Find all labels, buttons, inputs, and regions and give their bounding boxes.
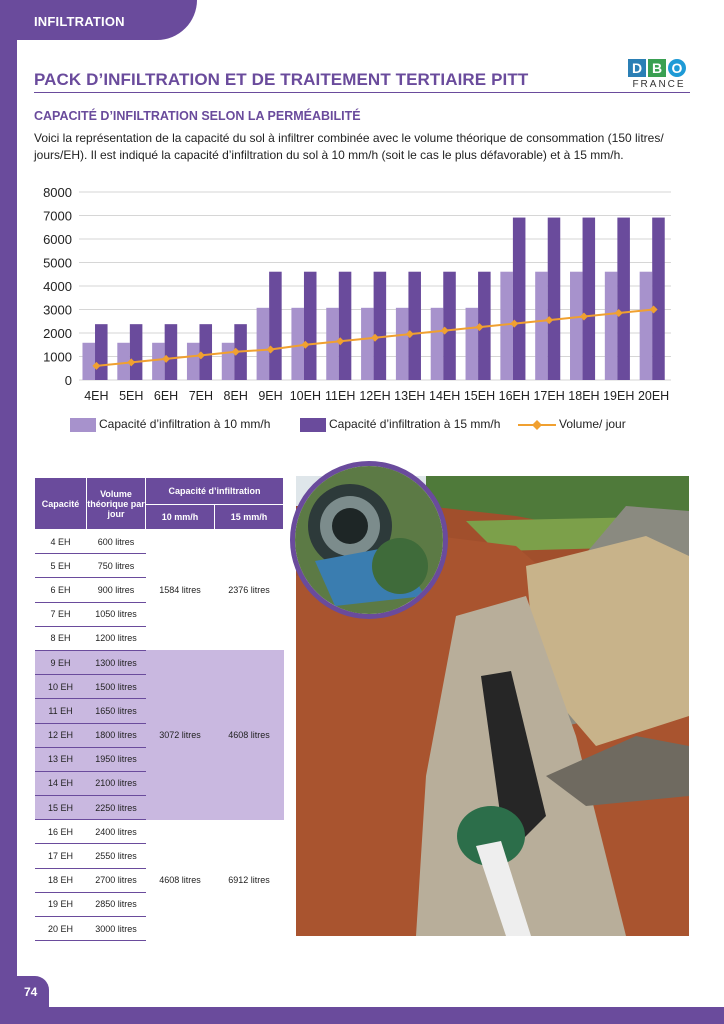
y-tick-label: 3000: [43, 302, 72, 318]
capacity-table: [34, 477, 284, 941]
x-tick-label: 14EH: [429, 389, 461, 403]
x-tick-label: 9EH: [258, 389, 283, 403]
x-tick-label: 18EH: [568, 389, 600, 403]
section-label: INFILTRATION: [34, 14, 125, 29]
row-volume: 1650 litres: [87, 699, 146, 723]
row-capacity: 15 EH: [35, 796, 87, 820]
section-title: CAPACITÉ D’INFILTRATION SELON LA PERMÉABILITÉ: [34, 109, 361, 123]
legend-swatch-10mm: [70, 418, 96, 432]
row-capacity: 19 EH: [35, 892, 87, 916]
x-tick-label: 12EH: [359, 389, 391, 403]
y-tick-label: 0: [64, 373, 72, 388]
group-capacity-10mm: 4608 litres: [159, 875, 201, 886]
bar-10mm: [326, 308, 339, 380]
dbo-logo: [628, 59, 690, 91]
intro-paragraph: Voici la représentation de la capacité du sol à infiltrer combinée avec le volume théorique de consommation (150 litres/ jours/EH). Il est indiqué la capacité d’infiltration du sol à 10 mm/h (soit le cas le plus défavorable) et à 15 mm/h.: [34, 131, 664, 162]
x-tick-label: 16EH: [498, 389, 530, 403]
row-volume: 2550 litres: [87, 844, 146, 868]
bar-10mm: [570, 272, 583, 380]
bar-10mm: [152, 343, 165, 380]
legend-label-15mm: Capacité d’infiltration à 15 mm/h: [329, 417, 501, 431]
row-capacity: 13 EH: [35, 747, 87, 771]
x-tick-label: 10EH: [289, 389, 321, 403]
bar-15mm: [443, 272, 456, 380]
row-volume: 2850 litres: [87, 892, 146, 916]
table-row: [35, 820, 284, 844]
row-volume: 900 litres: [87, 578, 146, 602]
row-capacity: 10 EH: [35, 675, 87, 699]
bar-15mm: [165, 324, 178, 380]
x-tick-label: 15EH: [463, 389, 496, 403]
bar-10mm: [117, 343, 130, 380]
bar-15mm: [269, 272, 282, 380]
header-15mm: 15 mm/h: [215, 505, 284, 530]
x-tick-label: 6EH: [153, 389, 179, 403]
bar-10mm: [640, 272, 653, 380]
legend-line-volume: [518, 417, 556, 433]
bar-15mm: [130, 324, 143, 380]
logo-letter-o: O: [668, 59, 686, 77]
y-tick-label: 5000: [43, 255, 72, 271]
row-volume: 1050 litres: [87, 602, 146, 626]
bar-10mm: [500, 272, 513, 380]
header-infiltration: Capacité d’infiltration: [146, 478, 284, 505]
bar-10mm: [257, 308, 270, 380]
legend-label-volume: Volume/ jour: [559, 417, 626, 431]
page-number: 74: [24, 985, 38, 999]
row-volume: 1200 litres: [87, 626, 146, 650]
x-tick-label: 13EH: [394, 389, 426, 403]
bar-15mm: [513, 218, 526, 380]
x-tick-label: 20EH: [637, 389, 670, 403]
legend-swatch-15mm: [300, 418, 326, 432]
row-volume: 1950 litres: [87, 747, 146, 771]
group-capacity-15mm: 6912 litres: [228, 875, 270, 886]
table-row: [35, 650, 284, 674]
pipe-inset-photo: [290, 461, 448, 619]
bar-10mm: [466, 308, 479, 380]
header-volume: Volume théorique par jour: [87, 478, 146, 530]
row-capacity: 20 EH: [35, 917, 87, 941]
x-tick-label: 19EH: [603, 389, 635, 403]
capacity-table-body: [35, 530, 284, 941]
row-volume: 2400 litres: [87, 820, 146, 844]
row-volume: 1500 litres: [87, 675, 146, 699]
row-capacity: 6 EH: [35, 578, 87, 602]
row-capacity: 8 EH: [35, 626, 87, 650]
bar-10mm: [535, 272, 548, 380]
bar-10mm: [222, 343, 235, 380]
row-volume: 1300 litres: [87, 650, 146, 674]
row-capacity: 5 EH: [35, 554, 87, 578]
row-capacity: 11 EH: [35, 699, 87, 723]
row-volume: 750 litres: [87, 554, 146, 578]
bar-15mm: [339, 272, 352, 380]
row-volume: 2700 litres: [87, 868, 146, 892]
group-capacity-15mm: 2376 litres: [228, 585, 270, 596]
group-capacity-15mm: 4608 litres: [215, 650, 284, 819]
bar-15mm: [95, 324, 108, 380]
row-volume: 3000 litres: [87, 917, 146, 941]
title-divider: [34, 92, 690, 93]
x-tick-label: 4EH: [84, 389, 109, 403]
bar-15mm: [583, 218, 596, 380]
row-capacity: 14 EH: [35, 771, 87, 795]
y-tick-label: 1000: [43, 349, 72, 365]
y-tick-label: 7000: [43, 208, 72, 224]
row-volume: 1800 litres: [87, 723, 146, 747]
bar-10mm: [291, 308, 304, 380]
infiltration-chart: [34, 180, 684, 405]
logo-subtitle: FRANCE: [632, 79, 686, 90]
bar-10mm: [396, 308, 409, 380]
logo-letter-b: B: [648, 59, 666, 77]
page-title: PACK D’INFILTRATION ET DE TRAITEMENT TERTIAIRE PITT: [34, 70, 529, 89]
bar-15mm: [408, 272, 421, 380]
bar-10mm: [361, 308, 374, 380]
bar-15mm: [374, 272, 387, 380]
bar-10mm: [82, 343, 95, 380]
x-tick-label: 5EH: [119, 389, 144, 403]
y-tick-label: 6000: [43, 232, 72, 247]
x-tick-label: 11EH: [325, 389, 356, 403]
bar-10mm: [187, 343, 200, 380]
row-volume: 600 litres: [87, 530, 146, 554]
y-tick-label: 8000: [43, 185, 72, 200]
x-tick-label: 17EH: [533, 389, 565, 403]
bar-10mm: [605, 272, 618, 380]
y-tick-label: 2000: [43, 326, 72, 341]
row-volume: 2250 litres: [87, 796, 146, 820]
x-tick-label: 7EH: [188, 389, 214, 403]
header-10mm: 10 mm/h: [146, 505, 215, 530]
group-capacity-10mm: 3072 litres: [146, 650, 215, 819]
row-capacity: 17 EH: [35, 844, 87, 868]
row-capacity: 16 EH: [35, 820, 87, 844]
row-capacity: 4 EH: [35, 530, 87, 554]
bar-15mm: [617, 218, 630, 380]
legend-label-10mm: Capacité d’infiltration à 10 mm/h: [99, 417, 271, 431]
header-capacite: Capacité: [35, 478, 87, 530]
row-capacity: 18 EH: [35, 868, 87, 892]
y-tick-label: 4000: [43, 279, 72, 294]
row-volume: 2100 litres: [87, 771, 146, 795]
pipe-inset-image: [295, 466, 443, 614]
group-capacity-10mm: 1584 litres: [159, 585, 201, 596]
bar-15mm: [652, 218, 665, 380]
row-capacity: 7 EH: [35, 602, 87, 626]
bar-15mm: [304, 272, 317, 380]
logo-letter-d: D: [628, 59, 646, 77]
table-row: [35, 530, 284, 554]
bar-15mm: [548, 218, 561, 380]
bar-10mm: [431, 308, 444, 380]
x-tick-label: 8EH: [223, 389, 248, 403]
row-capacity: 9 EH: [35, 650, 87, 674]
row-capacity: 12 EH: [35, 723, 87, 747]
